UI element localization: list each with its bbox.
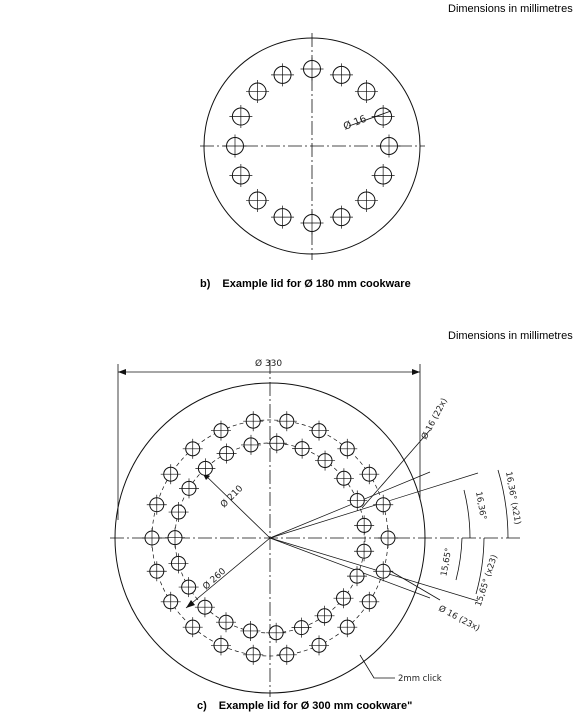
hole	[330, 206, 353, 229]
hole-inner-ring	[266, 623, 286, 643]
hole	[229, 164, 252, 187]
edge-note: 2mm click	[398, 674, 442, 684]
hole	[301, 212, 324, 235]
hole	[271, 63, 294, 86]
hole-inner-ring	[216, 612, 236, 632]
hole	[229, 105, 252, 128]
arrow-left-330	[118, 369, 126, 375]
angle-label-outer: 16,36°	[473, 490, 488, 521]
hole-inner-ring	[179, 478, 199, 498]
hole	[246, 80, 269, 103]
hole-outer-ring	[378, 528, 398, 548]
hole-inner-ring	[354, 515, 374, 535]
hole-inner-ring	[347, 566, 367, 586]
hole-label-top: Ø 16	[342, 113, 369, 133]
hole-inner-ring	[169, 502, 189, 522]
hole	[355, 189, 378, 212]
dimension-line-210	[202, 472, 270, 538]
caption-text-c: Example lid for Ø 300 mm cookware"	[218, 700, 413, 712]
hole-inner-ring	[292, 439, 312, 459]
hole-inner-ring	[241, 435, 261, 455]
radial-line-lower-2	[270, 538, 430, 598]
angle-label-outer-count: 16,36° (x21)	[503, 470, 523, 526]
caption-letter-c: c)	[197, 700, 207, 712]
units-note-top: Dimensions in millimetres	[448, 3, 573, 15]
hole-inner-ring	[333, 588, 353, 608]
caption-letter-b: b)	[200, 278, 211, 290]
hole-inner-ring	[195, 597, 215, 617]
hole-outer-ring	[309, 635, 329, 655]
hole-outer-ring	[243, 411, 263, 431]
inner-hole-label: Ø 16 (23x)	[436, 603, 482, 634]
hole	[271, 206, 294, 229]
lid-drawing-300	[110, 358, 522, 697]
angle-label-inner: 15,65°	[439, 547, 455, 578]
outer-hole-label: Ø 16 (22x)	[419, 396, 450, 442]
units-note-bottom: Dimensions in millimetres	[448, 330, 573, 342]
hole-outer-ring	[142, 528, 162, 548]
hole-inner-ring	[354, 541, 374, 561]
angle-label-inner-count: 15,65° (x23)	[473, 553, 500, 608]
hole-inner-ring	[347, 490, 367, 510]
arrow-right-330	[412, 369, 420, 375]
hole-outer-ring	[183, 617, 203, 637]
hole-outer-ring	[359, 464, 379, 484]
hole	[378, 135, 401, 158]
hole	[246, 189, 269, 212]
hole-outer-ring	[373, 495, 393, 515]
hole	[372, 164, 395, 187]
hole	[355, 80, 378, 103]
radial-line-upper	[270, 473, 478, 538]
angle-arc-outer-small	[464, 490, 470, 538]
hole-outer-ring	[161, 464, 181, 484]
hole-inner-ring	[315, 451, 335, 471]
hole-inner-ring	[334, 468, 354, 488]
hole-outer-ring	[373, 561, 393, 581]
hole-outer-ring	[337, 439, 357, 459]
hole-outer-ring	[183, 439, 203, 459]
hole-inner-ring	[165, 528, 185, 548]
hole-inner-ring	[168, 553, 188, 573]
caption-c	[197, 700, 412, 712]
lid-drawing-180	[200, 33, 425, 260]
dimension-label-210: Ø 210	[219, 483, 246, 511]
dimension-line-260	[186, 538, 270, 608]
hole-outer-ring	[211, 635, 231, 655]
hole-outer-ring	[309, 421, 329, 441]
hole-outer-ring	[243, 645, 263, 665]
hole-inner-ring	[217, 444, 237, 464]
caption-text-b: Example lid for Ø 180 mm cookware	[222, 278, 411, 290]
hole	[330, 63, 353, 86]
hole-inner-ring	[292, 618, 312, 638]
dimension-label-260: Ø 260	[201, 566, 229, 593]
hole-outer-ring	[147, 495, 167, 515]
hole-inner-ring	[179, 577, 199, 597]
hole-outer-ring	[147, 561, 167, 581]
hole-inner-ring	[240, 621, 260, 641]
hole	[224, 135, 247, 158]
hole-outer-ring	[277, 411, 297, 431]
hole	[301, 58, 324, 81]
hole-outer-ring	[211, 421, 231, 441]
hole-inner-ring	[315, 606, 335, 626]
hole-outer-ring	[161, 592, 181, 612]
hole-outer-ring	[359, 592, 379, 612]
dimension-label-330: Ø 330	[255, 359, 283, 369]
edge-leader	[360, 655, 395, 678]
hole-outer-ring	[277, 645, 297, 665]
angle-arc-inner-small	[456, 538, 462, 580]
caption-b	[200, 278, 411, 290]
